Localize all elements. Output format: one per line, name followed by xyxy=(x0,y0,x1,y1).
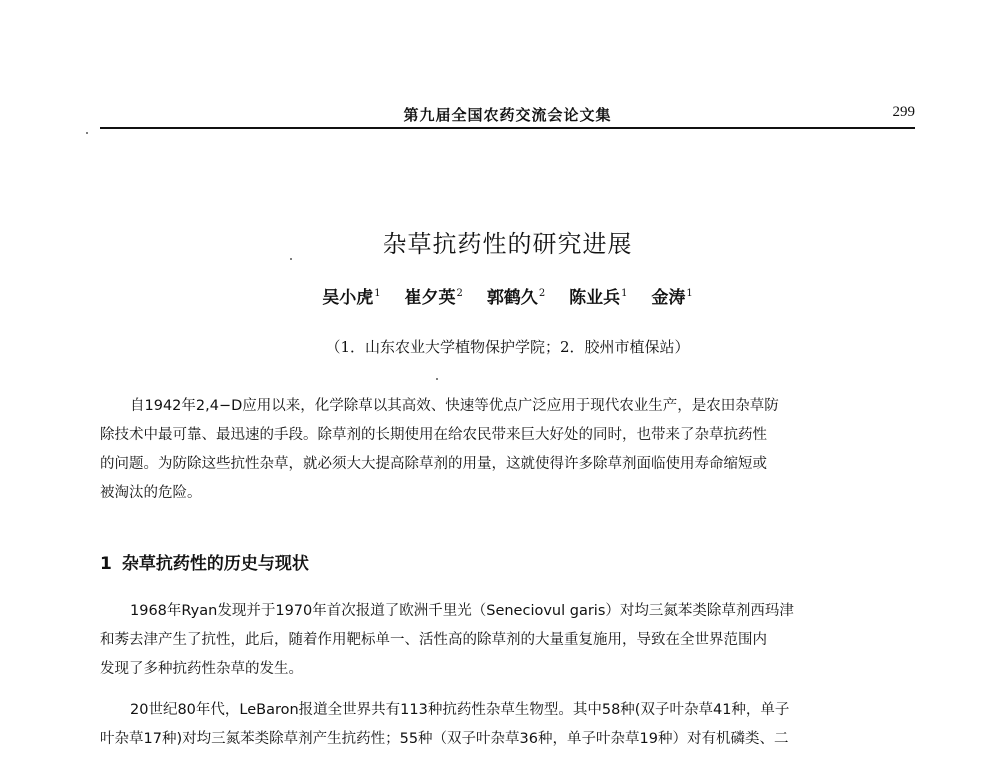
scan-speck xyxy=(86,132,88,134)
author xyxy=(322,288,380,308)
running-header xyxy=(100,104,915,128)
author-name: 吴小虎 xyxy=(322,288,374,308)
author-affiliation-mark: 1 xyxy=(621,288,628,300)
author xyxy=(569,288,627,308)
header-rule xyxy=(100,127,915,129)
author-name: 郭鹤久 xyxy=(486,288,538,308)
text-line: 的问题。为防除这些抗性杂草，就必须大大提高除草剂的用量，这就使得许多除草剂面临使用寿命缩短或 xyxy=(100,456,767,472)
section-number: 1 xyxy=(100,554,112,574)
text-line: 20世纪80年代，LeBaron报道全世界共有113种抗药性杂草生物型。其中58种(双子叶杂草41种，单子 xyxy=(130,702,790,718)
author-affiliation-mark: 2 xyxy=(538,288,546,300)
abstract-paragraph xyxy=(100,392,915,508)
text-line: 发现了多种抗药性杂草的发生。 xyxy=(100,661,303,677)
author-affiliation-mark: 1 xyxy=(686,288,693,300)
body-paragraph xyxy=(100,696,915,754)
author-list xyxy=(100,283,915,308)
author xyxy=(405,288,463,308)
author-name: 崔夕英 xyxy=(404,288,456,308)
author-name: 金涛 xyxy=(651,288,686,308)
body-paragraph xyxy=(100,597,915,684)
author xyxy=(651,288,692,308)
text-line: 除技术中最可靠、最迅速的手段。除草剂的长期使用在给农民带来巨大好处的同时，也带来了杂草抗药性 xyxy=(100,427,767,443)
text-line: 被淘汰的危险。 xyxy=(100,485,202,501)
section-heading xyxy=(100,549,309,574)
section-title: 杂草抗药性的历史与现状 xyxy=(121,554,309,574)
author xyxy=(487,288,545,308)
text-line: 1968年Ryan发现并于1970年首次报道了欧洲千里光（Seneciovul garis）对均三氮苯类除草剂西玛津 xyxy=(130,603,794,619)
text-line: 和莠去津产生了抗性，此后，随着作用靶标单一、活性高的除草剂的大量重复施用，导致在全世界范围内 xyxy=(100,632,767,648)
journal-name: 第九届全国农药交流会论文集 xyxy=(403,106,612,124)
text-line: 自1942年2,4−D应用以来，化学除草以其高效、快速等优点广泛应用于现代农业生产，是农田杂草防 xyxy=(130,398,779,414)
author-affiliation-mark: 2 xyxy=(456,288,463,300)
author-name: 陈业兵 xyxy=(569,288,621,308)
page-number: 299 xyxy=(892,104,915,120)
author-affiliation-mark: 1 xyxy=(374,288,381,300)
scan-speck xyxy=(436,378,438,380)
paper-title: 杂草抗药性的研究进展 xyxy=(382,230,633,258)
affiliation: （1．山东农业大学植物保护学院；2．胶州市植保站） xyxy=(325,338,690,356)
text-line: 叶杂草17种)对均三氮苯类除草剂产生抗药性；55种（双子叶杂草36种，单子叶杂草19种）对有机磷类、二 xyxy=(100,731,789,747)
